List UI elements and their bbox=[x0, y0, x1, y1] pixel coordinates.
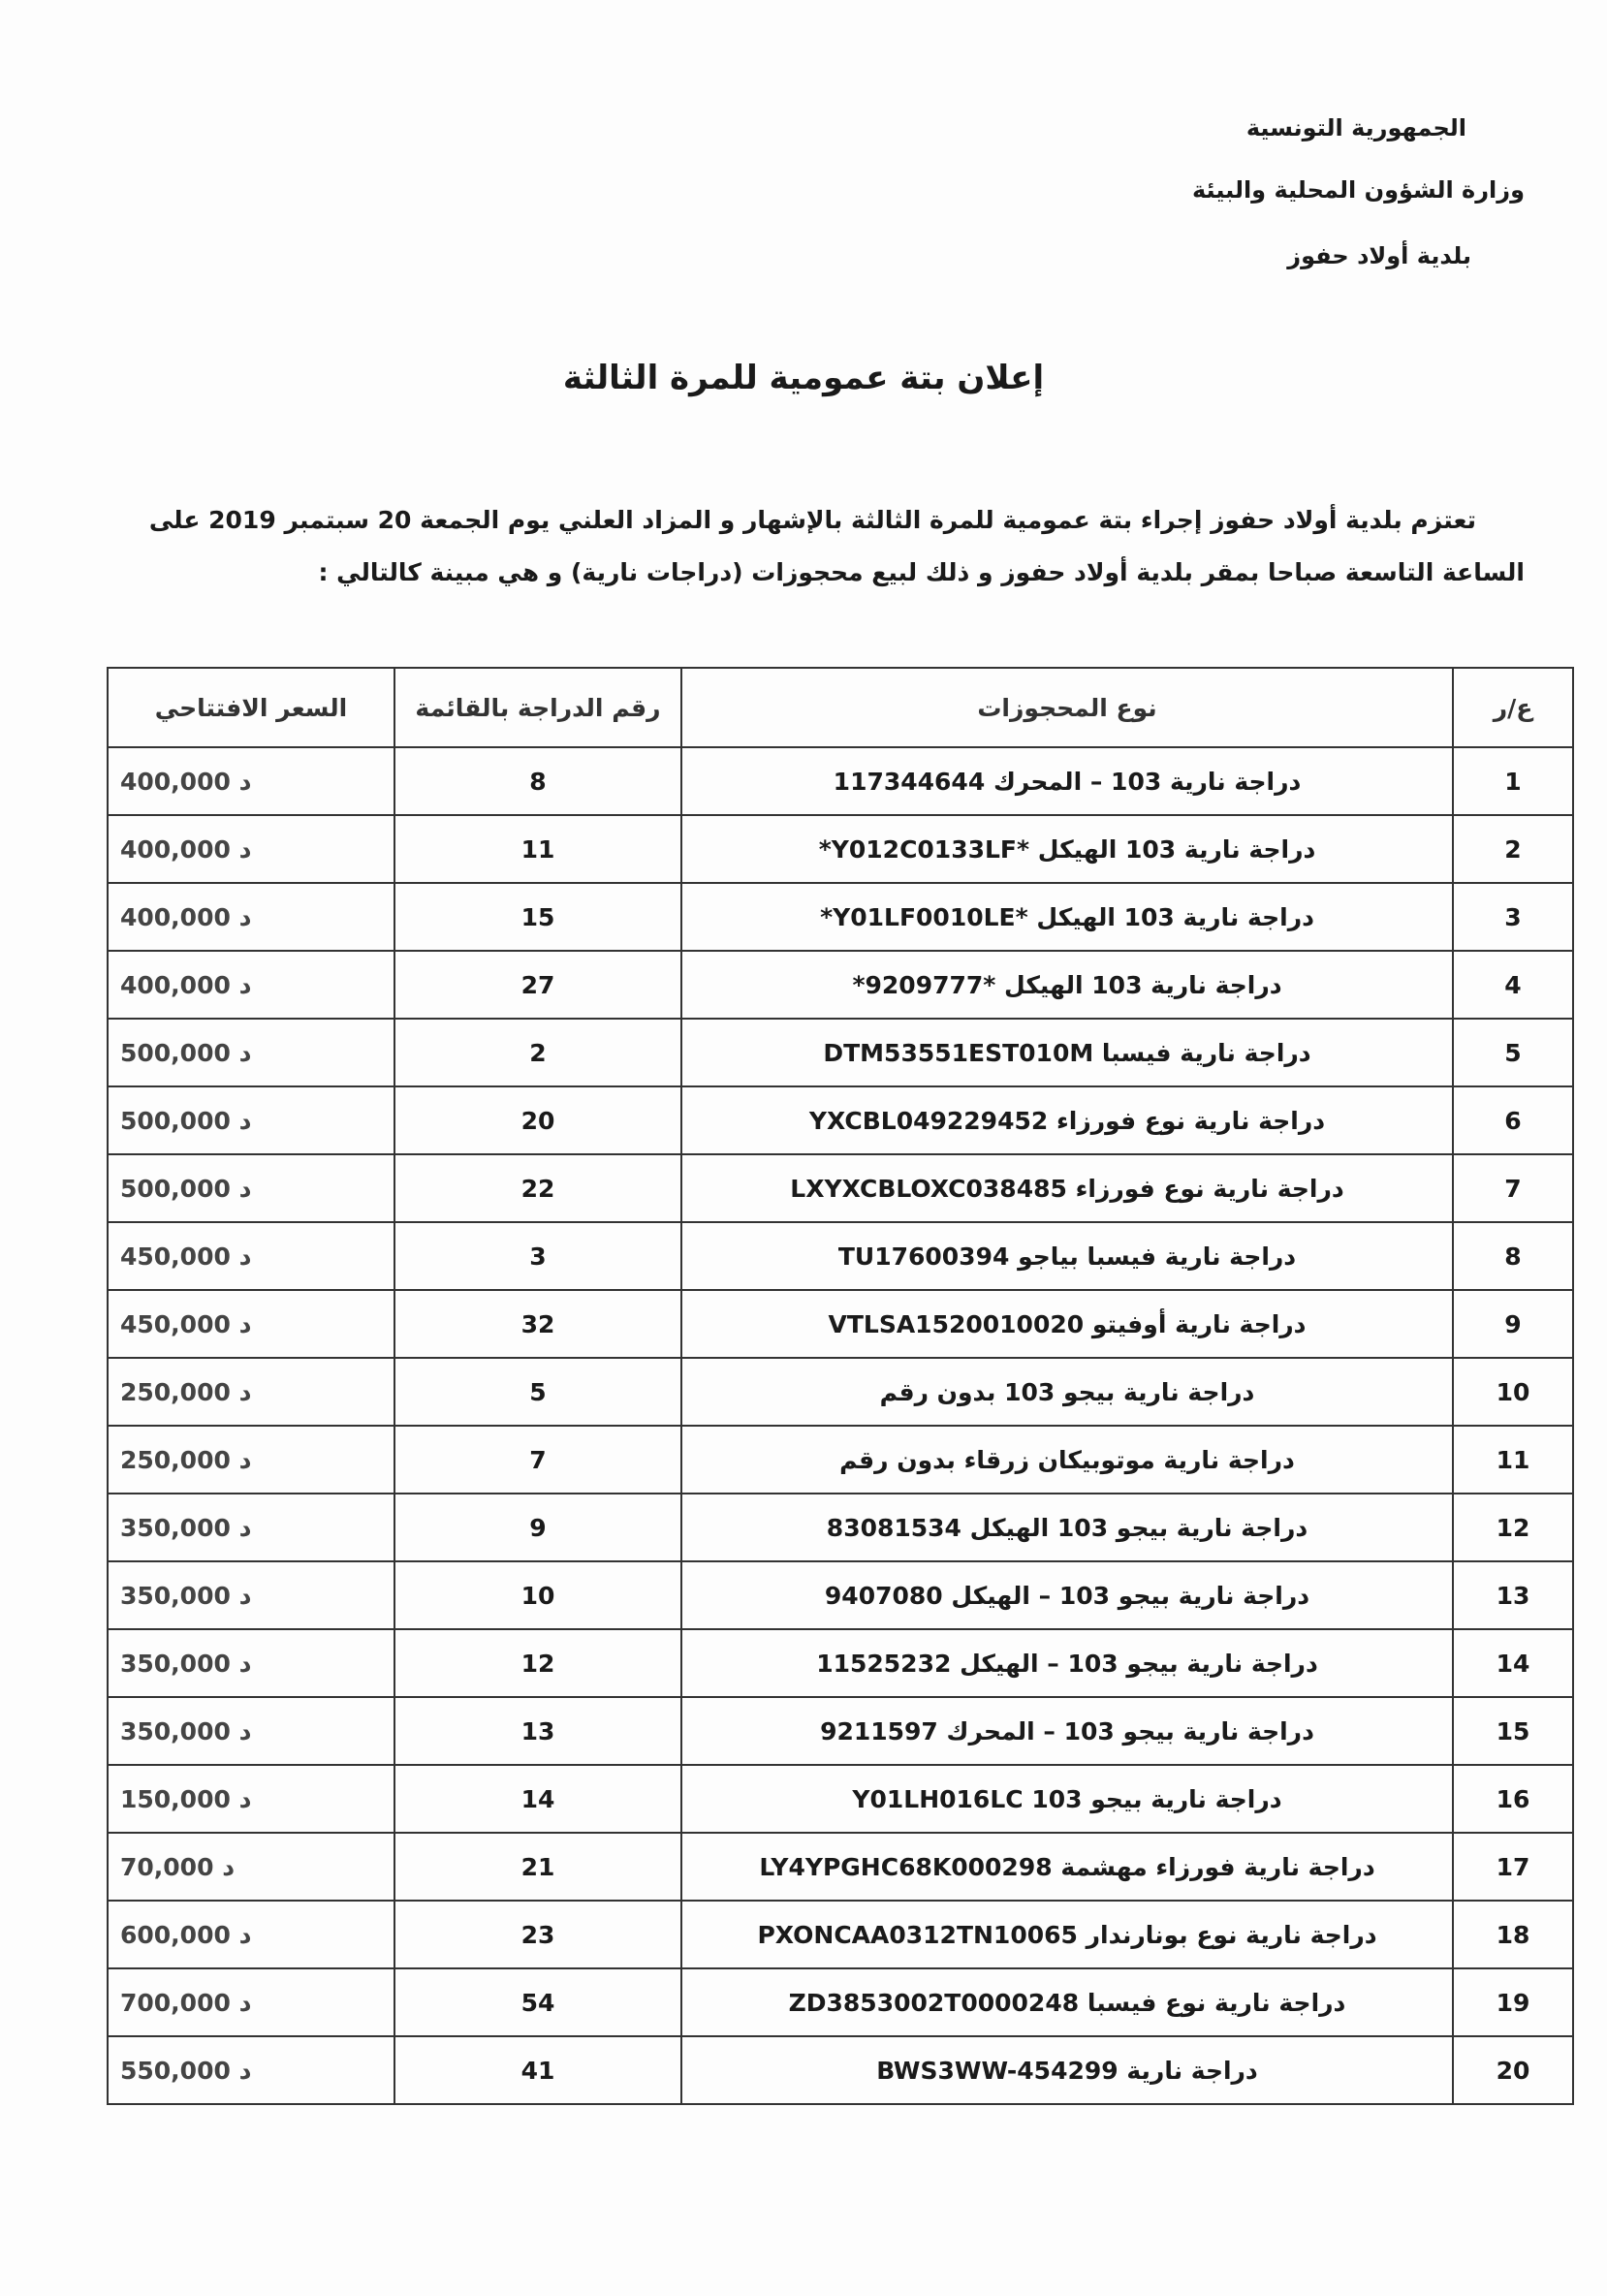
row-no: 11 bbox=[1453, 1426, 1573, 1494]
row-opening-price bbox=[108, 1222, 394, 1290]
header-republic: الجمهورية التونسية bbox=[1245, 114, 1466, 142]
row-no: 13 bbox=[1453, 1561, 1573, 1629]
row-type: دراجة نارية موتوبيكان زرقاء بدون رقم bbox=[681, 1426, 1453, 1494]
price-value: 450,000 د bbox=[120, 1242, 252, 1271]
row-no: 8 bbox=[1453, 1222, 1573, 1290]
row-no: 4 bbox=[1453, 951, 1573, 1019]
announcement-title: إعلان بتة عمومية للمرة الثالثة bbox=[562, 359, 1045, 397]
table-row bbox=[108, 1222, 1573, 1290]
row-type: دراجة نارية 103 الهيكل *Y012C0133LF* bbox=[681, 815, 1453, 883]
row-opening-price bbox=[108, 1765, 394, 1833]
row-list-number: 2 bbox=[394, 1019, 681, 1086]
row-no: 7 bbox=[1453, 1154, 1573, 1222]
row-no: 14 bbox=[1453, 1629, 1573, 1697]
header-type: نوع المحجوزات bbox=[681, 668, 1453, 747]
row-no: 17 bbox=[1453, 1833, 1573, 1901]
row-no: 15 bbox=[1453, 1697, 1573, 1765]
price-value: 600,000 د bbox=[120, 1920, 252, 1949]
row-no: 6 bbox=[1453, 1086, 1573, 1154]
row-list-number: 15 bbox=[394, 883, 681, 951]
table-row bbox=[108, 1358, 1573, 1426]
row-no: 12 bbox=[1453, 1494, 1573, 1561]
row-opening-price bbox=[108, 1426, 394, 1494]
row-no: 1 bbox=[1453, 747, 1573, 815]
table-row bbox=[108, 1426, 1573, 1494]
table-row bbox=[108, 1561, 1573, 1629]
row-list-number: 54 bbox=[394, 1968, 681, 2036]
header-municipality: بلدية أولاد حفوز bbox=[1287, 242, 1471, 269]
table-row bbox=[108, 2036, 1573, 2104]
price-value: 150,000 د bbox=[120, 1784, 252, 1813]
price-value: 700,000 د bbox=[120, 1988, 252, 2017]
row-type: دراجة نارية نوع فورزاء LXYXCBLOXC038485 bbox=[681, 1154, 1453, 1222]
row-opening-price bbox=[108, 951, 394, 1019]
row-type: دراجة نارية فورزاء مهشمة LY4YPGHC68K000298 bbox=[681, 1833, 1453, 1901]
price-value: 350,000 د bbox=[120, 1716, 252, 1746]
row-type: دراجة نارية بيجو 103 بدون رقم bbox=[681, 1358, 1453, 1426]
table-row bbox=[108, 1697, 1573, 1765]
price-value: 250,000 د bbox=[120, 1377, 252, 1406]
intro-line-1: تعتزم بلدية أولاد حفوز إجراء بتة عمومية للمرة الثالثة بالإشهار و المزاد العلني يوم الجمعة 20 سبتمبر 2019 على bbox=[148, 506, 1476, 534]
row-opening-price bbox=[108, 1019, 394, 1086]
row-list-number: 12 bbox=[394, 1629, 681, 1697]
row-no: 18 bbox=[1453, 1901, 1573, 1968]
row-list-number: 9 bbox=[394, 1494, 681, 1561]
row-list-number: 11 bbox=[394, 815, 681, 883]
row-type: دراجة نارية بيجو 103 – الهيكل 9407080 bbox=[681, 1561, 1453, 1629]
row-type: دراجة نارية نوع بونارندار PXONCAA0312TN10065 bbox=[681, 1901, 1453, 1968]
row-list-number: 10 bbox=[394, 1561, 681, 1629]
row-no: 10 bbox=[1453, 1358, 1573, 1426]
table-row bbox=[108, 883, 1573, 951]
row-opening-price bbox=[108, 1697, 394, 1765]
row-type: دراجة نارية نوع فورزاء YXCBL049229452 bbox=[681, 1086, 1453, 1154]
row-list-number: 14 bbox=[394, 1765, 681, 1833]
table-row bbox=[108, 1494, 1573, 1561]
price-value: 400,000 د bbox=[120, 767, 252, 796]
row-no: 16 bbox=[1453, 1765, 1573, 1833]
price-value: 500,000 د bbox=[120, 1174, 252, 1203]
price-value: 350,000 د bbox=[120, 1581, 252, 1610]
table-row bbox=[108, 1901, 1573, 1968]
row-list-number: 21 bbox=[394, 1833, 681, 1901]
row-list-number: 23 bbox=[394, 1901, 681, 1968]
row-opening-price bbox=[108, 883, 394, 951]
row-opening-price bbox=[108, 1494, 394, 1561]
row-list-number: 20 bbox=[394, 1086, 681, 1154]
row-opening-price bbox=[108, 1290, 394, 1358]
row-type: دراجة نارية فيسبا بياجو TU17600394 bbox=[681, 1222, 1453, 1290]
row-no: 2 bbox=[1453, 815, 1573, 883]
row-opening-price bbox=[108, 1358, 394, 1426]
row-list-number: 8 bbox=[394, 747, 681, 815]
row-type: دراجة نارية فيسبا DTM53551EST010M bbox=[681, 1019, 1453, 1086]
table-row bbox=[108, 1629, 1573, 1697]
header-no: ع/ر bbox=[1453, 668, 1573, 747]
row-no: 5 bbox=[1453, 1019, 1573, 1086]
price-value: 70,000 د bbox=[120, 1852, 236, 1881]
row-type: دراجة نارية بيجو 103 الهيكل 83081534 bbox=[681, 1494, 1453, 1561]
price-value: 450,000 د bbox=[120, 1309, 252, 1338]
table-row bbox=[108, 815, 1573, 883]
row-opening-price bbox=[108, 1901, 394, 1968]
table-row bbox=[108, 1019, 1573, 1086]
row-type: دراجة نارية 103 – المحرك 117344644 bbox=[681, 747, 1453, 815]
row-list-number: 27 bbox=[394, 951, 681, 1019]
price-value: 400,000 د bbox=[120, 902, 252, 931]
row-type: دراجة نارية 103 الهيكل *Y01LF0010LE* bbox=[681, 883, 1453, 951]
header-list-number: رقم الدراجة بالقائمة bbox=[394, 668, 681, 747]
row-opening-price bbox=[108, 1968, 394, 2036]
table-row bbox=[108, 1290, 1573, 1358]
row-opening-price bbox=[108, 815, 394, 883]
row-type: دراجة نارية نوع فيسبا ZD3853002T0000248 bbox=[681, 1968, 1453, 2036]
row-no: 9 bbox=[1453, 1290, 1573, 1358]
table-row bbox=[108, 1086, 1573, 1154]
row-opening-price bbox=[108, 2036, 394, 2104]
table-row bbox=[108, 1968, 1573, 2036]
price-value: 500,000 د bbox=[120, 1038, 252, 1067]
row-list-number: 32 bbox=[394, 1290, 681, 1358]
row-opening-price bbox=[108, 1154, 394, 1222]
row-type: دراجة نارية BWS3WW-454299 bbox=[681, 2036, 1453, 2104]
price-value: 350,000 د bbox=[120, 1649, 252, 1678]
intro-line-2: الساعة التاسعة صباحا بمقر بلدية أولاد حفوز و ذلك لبيع محجوزات (دراجات نارية) و هي مبينة كالتالي : bbox=[318, 558, 1525, 586]
table-row bbox=[108, 1833, 1573, 1901]
row-list-number: 3 bbox=[394, 1222, 681, 1290]
row-type: دراجة نارية بيجو 103 Y01LH016LC bbox=[681, 1765, 1453, 1833]
price-value: 400,000 د bbox=[120, 970, 252, 999]
price-value: 400,000 د bbox=[120, 834, 252, 864]
price-value: 550,000 د bbox=[120, 2056, 252, 2085]
row-type: دراجة نارية 103 الهيكل *9209777* bbox=[681, 951, 1453, 1019]
row-list-number: 22 bbox=[394, 1154, 681, 1222]
row-list-number: 5 bbox=[394, 1358, 681, 1426]
row-opening-price bbox=[108, 1086, 394, 1154]
row-type: دراجة نارية أوفيتو VTLSA1520010020 bbox=[681, 1290, 1453, 1358]
row-opening-price bbox=[108, 1629, 394, 1697]
price-value: 250,000 د bbox=[120, 1445, 252, 1474]
row-list-number: 7 bbox=[394, 1426, 681, 1494]
table-row bbox=[108, 1154, 1573, 1222]
row-opening-price bbox=[108, 1561, 394, 1629]
row-list-number: 13 bbox=[394, 1697, 681, 1765]
row-opening-price bbox=[108, 747, 394, 815]
row-no: 3 bbox=[1453, 883, 1573, 951]
header-opening-price: السعر الافتتاحي bbox=[108, 668, 394, 747]
row-no: 20 bbox=[1453, 2036, 1573, 2104]
intro-paragraph bbox=[145, 494, 1525, 599]
table-row bbox=[108, 1765, 1573, 1833]
row-list-number: 41 bbox=[394, 2036, 681, 2104]
seized-items-table bbox=[107, 667, 1574, 2105]
price-value: 350,000 د bbox=[120, 1513, 252, 1542]
row-type: دراجة نارية بيجو 103 – المحرك 9211597 bbox=[681, 1697, 1453, 1765]
row-type: دراجة نارية بيجو 103 – الهيكل 11525232 bbox=[681, 1629, 1453, 1697]
table-row bbox=[108, 747, 1573, 815]
row-no: 19 bbox=[1453, 1968, 1573, 2036]
table-header-row bbox=[108, 668, 1573, 747]
table-row bbox=[108, 951, 1573, 1019]
row-opening-price bbox=[108, 1833, 394, 1901]
header-ministry: وزارة الشؤون المحلية والبيئة bbox=[1192, 176, 1525, 204]
price-value: 500,000 د bbox=[120, 1106, 252, 1135]
